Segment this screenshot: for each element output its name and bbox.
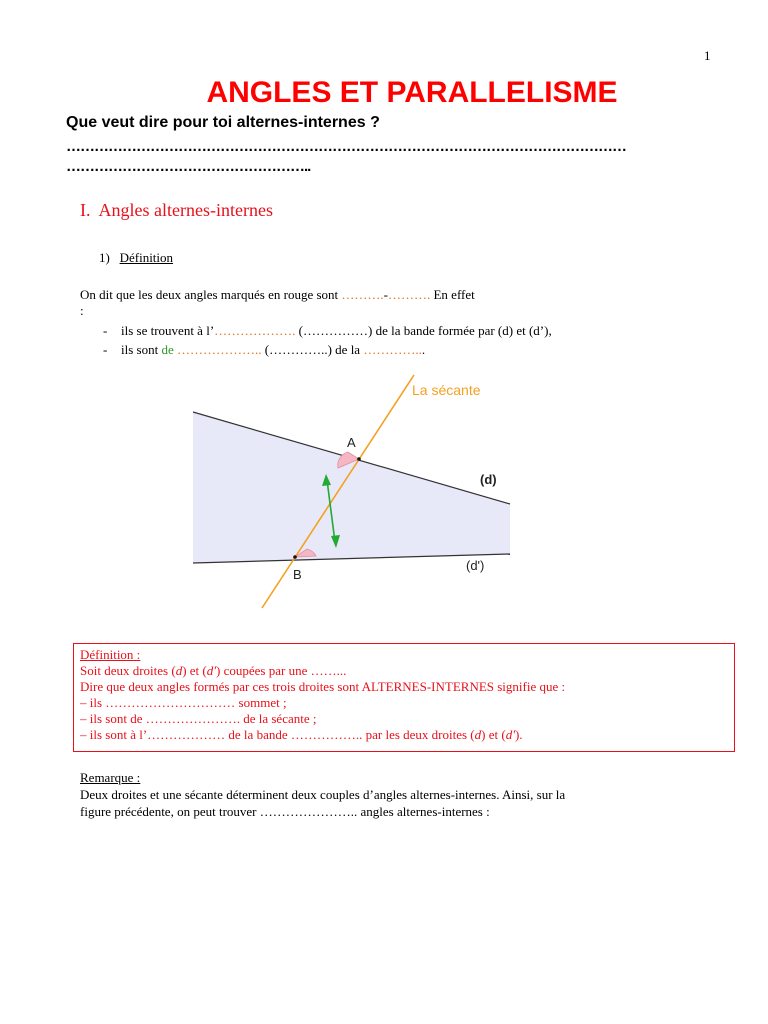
intro-blank-1: ……….: [341, 287, 384, 302]
page-title: ANGLES ET PARALLELISME: [206, 76, 618, 109]
bullet-marker: -: [103, 342, 108, 357]
point-a-dot: [357, 457, 361, 461]
answer-dots-line-2: ……………………………………………..: [66, 158, 311, 175]
definition-line: – ils sont de …………………. de la sécante ;: [80, 711, 317, 726]
bullet-item: ils se trouvent à l’………………. (……………) de la bande formée par (d) et (d’),: [121, 323, 552, 338]
green-word: de: [161, 342, 174, 357]
subsection-heading: [99, 250, 173, 266]
section-number: I.: [80, 200, 91, 220]
definition-box: [73, 643, 735, 752]
remark-block: [80, 769, 680, 820]
secante-label: La sécante: [412, 382, 481, 398]
subsection-title: Définition: [119, 250, 174, 265]
answer-dots-line-1: …………………………………………………………………………………………………………: [66, 138, 626, 155]
geometry-figure: [190, 370, 520, 615]
line-d-prime-label: (d'): [466, 558, 485, 573]
intro-colon: :: [80, 303, 84, 318]
remark-line: figure précédente, on peut trouver ………………….. angles alternes-internes :: [80, 804, 490, 819]
bullet-marker: -: [103, 323, 108, 338]
question-text: Que veut dire pour toi alternes-internes ?: [66, 114, 380, 131]
intro-line: On dit que les deux angles marqués en rouge sont ……….-………. En effet: [80, 287, 475, 302]
subsection-number: 1): [99, 250, 110, 265]
definition-line: Dire que deux angles formés par ces trois droites sont ALTERNES-INTERNES signifie que :: [80, 679, 566, 694]
definition-line: Soit deux droites (d) et (d') coupées par une ……...: [80, 663, 347, 678]
point-a-label: A: [347, 435, 356, 450]
definition-line: – ils ………………………… sommet ;: [80, 695, 287, 710]
section-title: Angles alternes-internes: [98, 200, 273, 220]
page-number: 1: [704, 48, 711, 63]
remark-heading: Remarque :: [80, 770, 141, 785]
line-d-label: (d): [480, 472, 497, 487]
remark-line: Deux droites et une sécante déterminent deux couples d’angles alternes-internes. Ainsi, sur la: [80, 787, 566, 802]
section-heading: [80, 200, 273, 221]
point-b-label: B: [293, 567, 302, 582]
intro-blank-2: ……….: [387, 287, 431, 302]
definition-line: – ils sont à l’……………… de la bande …………….. par les deux droites (d) et (d').: [80, 727, 523, 742]
definition-heading: Définition :: [80, 647, 141, 662]
bullet-item: ils sont de ……………….. (…………..) de la …………...: [121, 342, 426, 357]
point-b-dot: [293, 555, 297, 559]
